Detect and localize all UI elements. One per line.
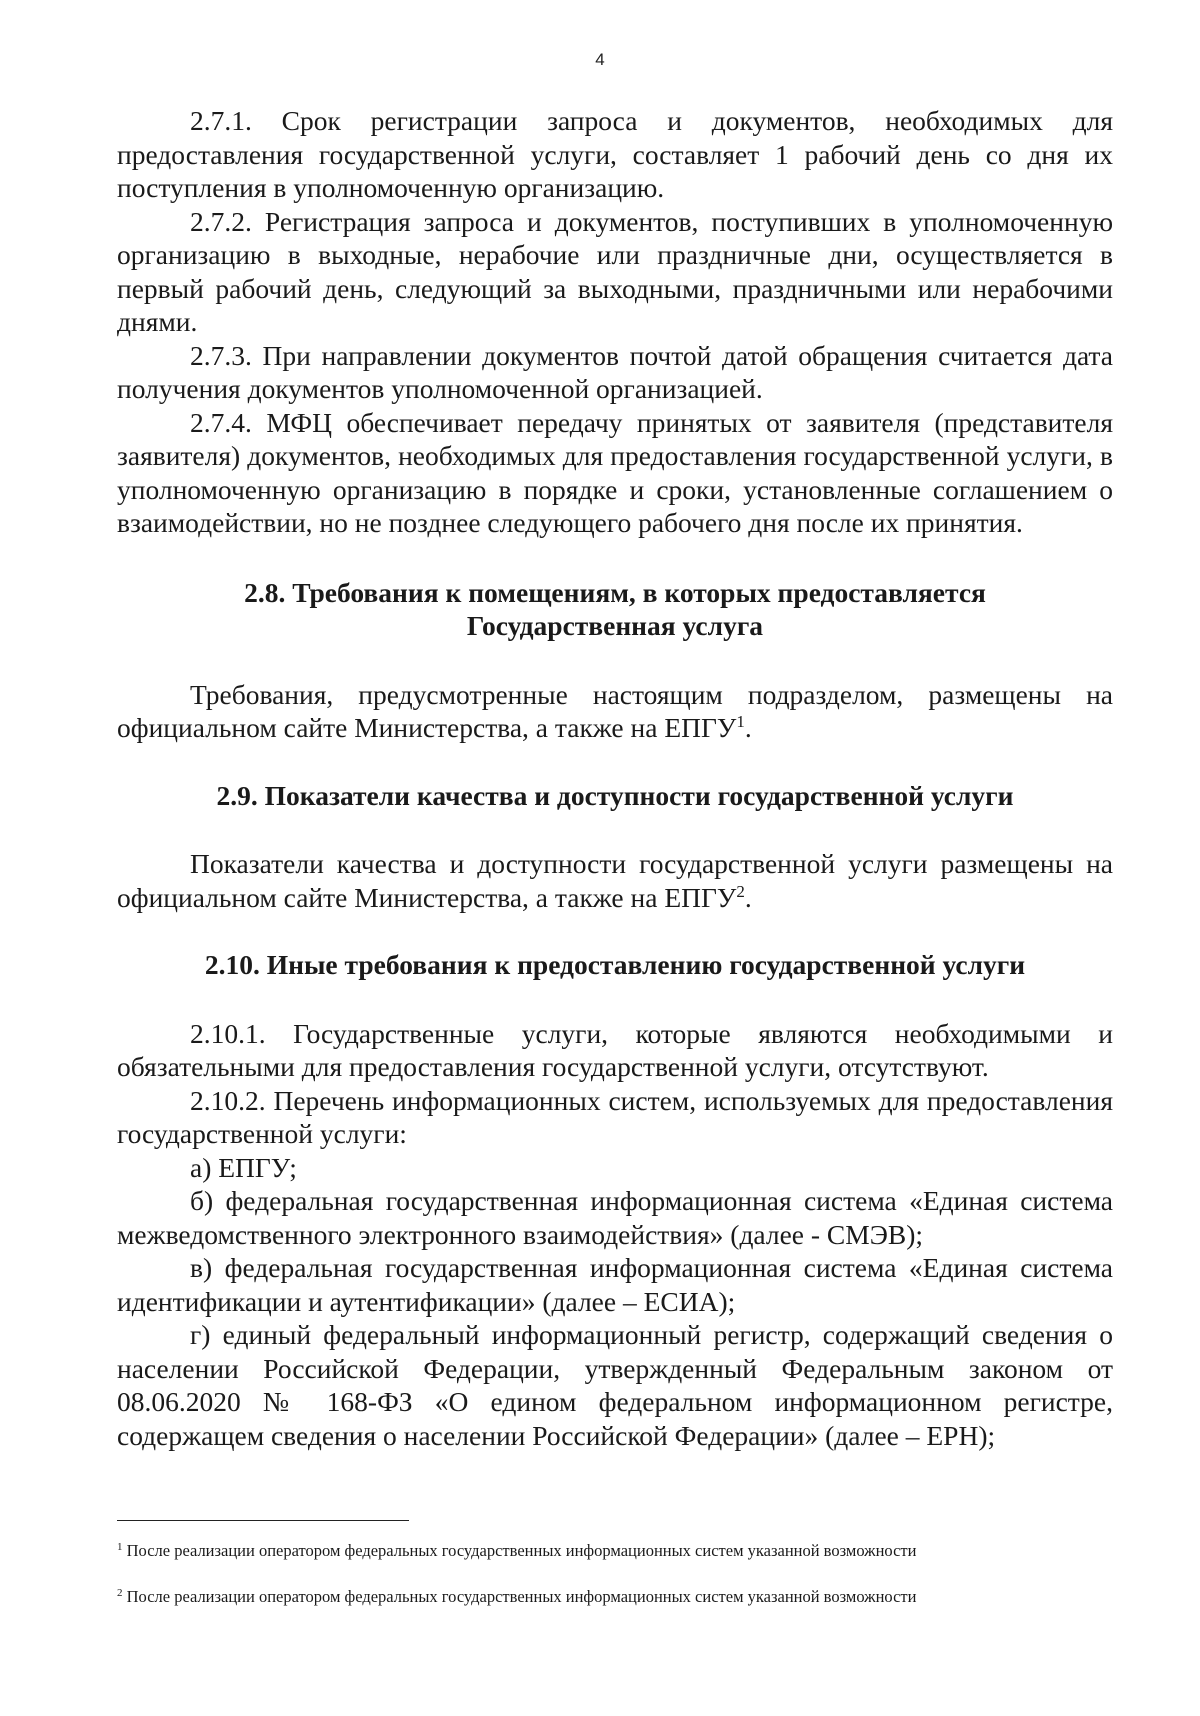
- paragraph-2-7-2: 2.7.2. Регистрация запроса и документов, поступивших в уполномоченную организацию в выходные, нерабочие или праздничные дни, осуществляется в первый рабочий день, следующий за выходными, праздничными или нерабочими днями.: [117, 205, 1113, 337]
- footnote-2: [117, 1587, 1117, 1607]
- footnote-1-number: 1: [117, 1541, 123, 1553]
- section-2-8-text-body: Требования, предусмотренные настоящим подразделом, размещены на официальном сайте Министерства, а также на ЕПГУ: [117, 678, 1113, 743]
- list-item-v: в) федеральная государственная информационная система «Единая система идентификации и аутентификации» (далее – ЕСИА);: [117, 1252, 1113, 1317]
- footnote-2-number: 2: [117, 1587, 123, 1599]
- section-2-8-text: [117, 678, 1113, 745]
- section-2-9-text-body: Показатели качества и доступности государственной услуги размещены на официальном сайте Министерства, а также на ЕПГУ: [117, 848, 1113, 913]
- section-2-9-text-end: .: [744, 881, 752, 913]
- section-2-8-heading-line2: Государственная услуга: [466, 610, 764, 641]
- section-2-9-heading: 2.9. Показатели качества и доступности государственной услуги: [216, 779, 1014, 811]
- footnote-separator: [117, 1520, 409, 1521]
- document-body: [117, 104, 1113, 1452]
- paragraph-2-7-1: 2.7.1. Срок регистрации запроса и документов, необходимых для предоставления государственной услуги, составляет 1 рабочий день со дня их поступления в уполномоченную организацию.: [117, 105, 1113, 203]
- section-2-8-heading-line1: 2.8. Требования к помещениям, в которых предоставляется: [244, 576, 986, 608]
- section-2-8-text-end: .: [744, 712, 752, 743]
- footnote-ref-1[interactable]: 1: [736, 712, 745, 731]
- list-item-g: г) единый федеральный информационный регистр, содержащий сведения о населении Российской Федерации, утвержденный Федеральным законом от 08.06.2020 № 168-ФЗ «О едином федеральном информационном регистре, содержащем сведения о населении Российской Федерации» (далее – ЕРН);: [117, 1319, 1113, 1451]
- paragraph-2-10-1: 2.10.1. Государственные услуги, которые являются необходимыми и обязательными для предоставления государственной услуги, отсутствуют.: [117, 1017, 1113, 1082]
- paragraph-2-7-4: 2.7.4. МФЦ обеспечивает передачу принятых от заявителя (представителя заявителя) документов, необходимых для предоставления государственной услуги, в уполномоченную организацию в порядке и сроки, установленные соглашением о взаимодействии, но не позднее следующего рабочего дня после их принятия.: [117, 406, 1113, 538]
- section-2-10-heading: 2.10. Иные требования к предоставлению государственной услуги: [204, 949, 1026, 980]
- section-2-8-heading: [117, 576, 1113, 643]
- paragraph-2-10-2: 2.10.2. Перечень информационных систем, используемых для предоставления государственной услуги:: [117, 1084, 1113, 1149]
- page-number: 4: [595, 50, 605, 69]
- footnote-ref-2[interactable]: 2: [736, 881, 745, 901]
- paragraph-2-7-3: 2.7.3. При направлении документов почтой датой обращения считается дата получения документов уполномоченной организацией.: [117, 339, 1113, 404]
- section-2-9-text: [117, 847, 1113, 914]
- list-item-a: а) ЕПГУ;: [190, 1151, 297, 1183]
- footnote-1: [117, 1541, 1117, 1561]
- footnote-2-text: После реализации оператором федеральных государственных информационных систем указанной возможности: [126, 1587, 917, 1606]
- list-item-b: б) федеральная государственная информационная система «Единая система межведомственного электронного взаимодействия» (далее - СМЭВ);: [117, 1185, 1113, 1250]
- footnote-1-text: После реализации оператором федеральных государственных информационных систем указанной возможности: [126, 1541, 917, 1560]
